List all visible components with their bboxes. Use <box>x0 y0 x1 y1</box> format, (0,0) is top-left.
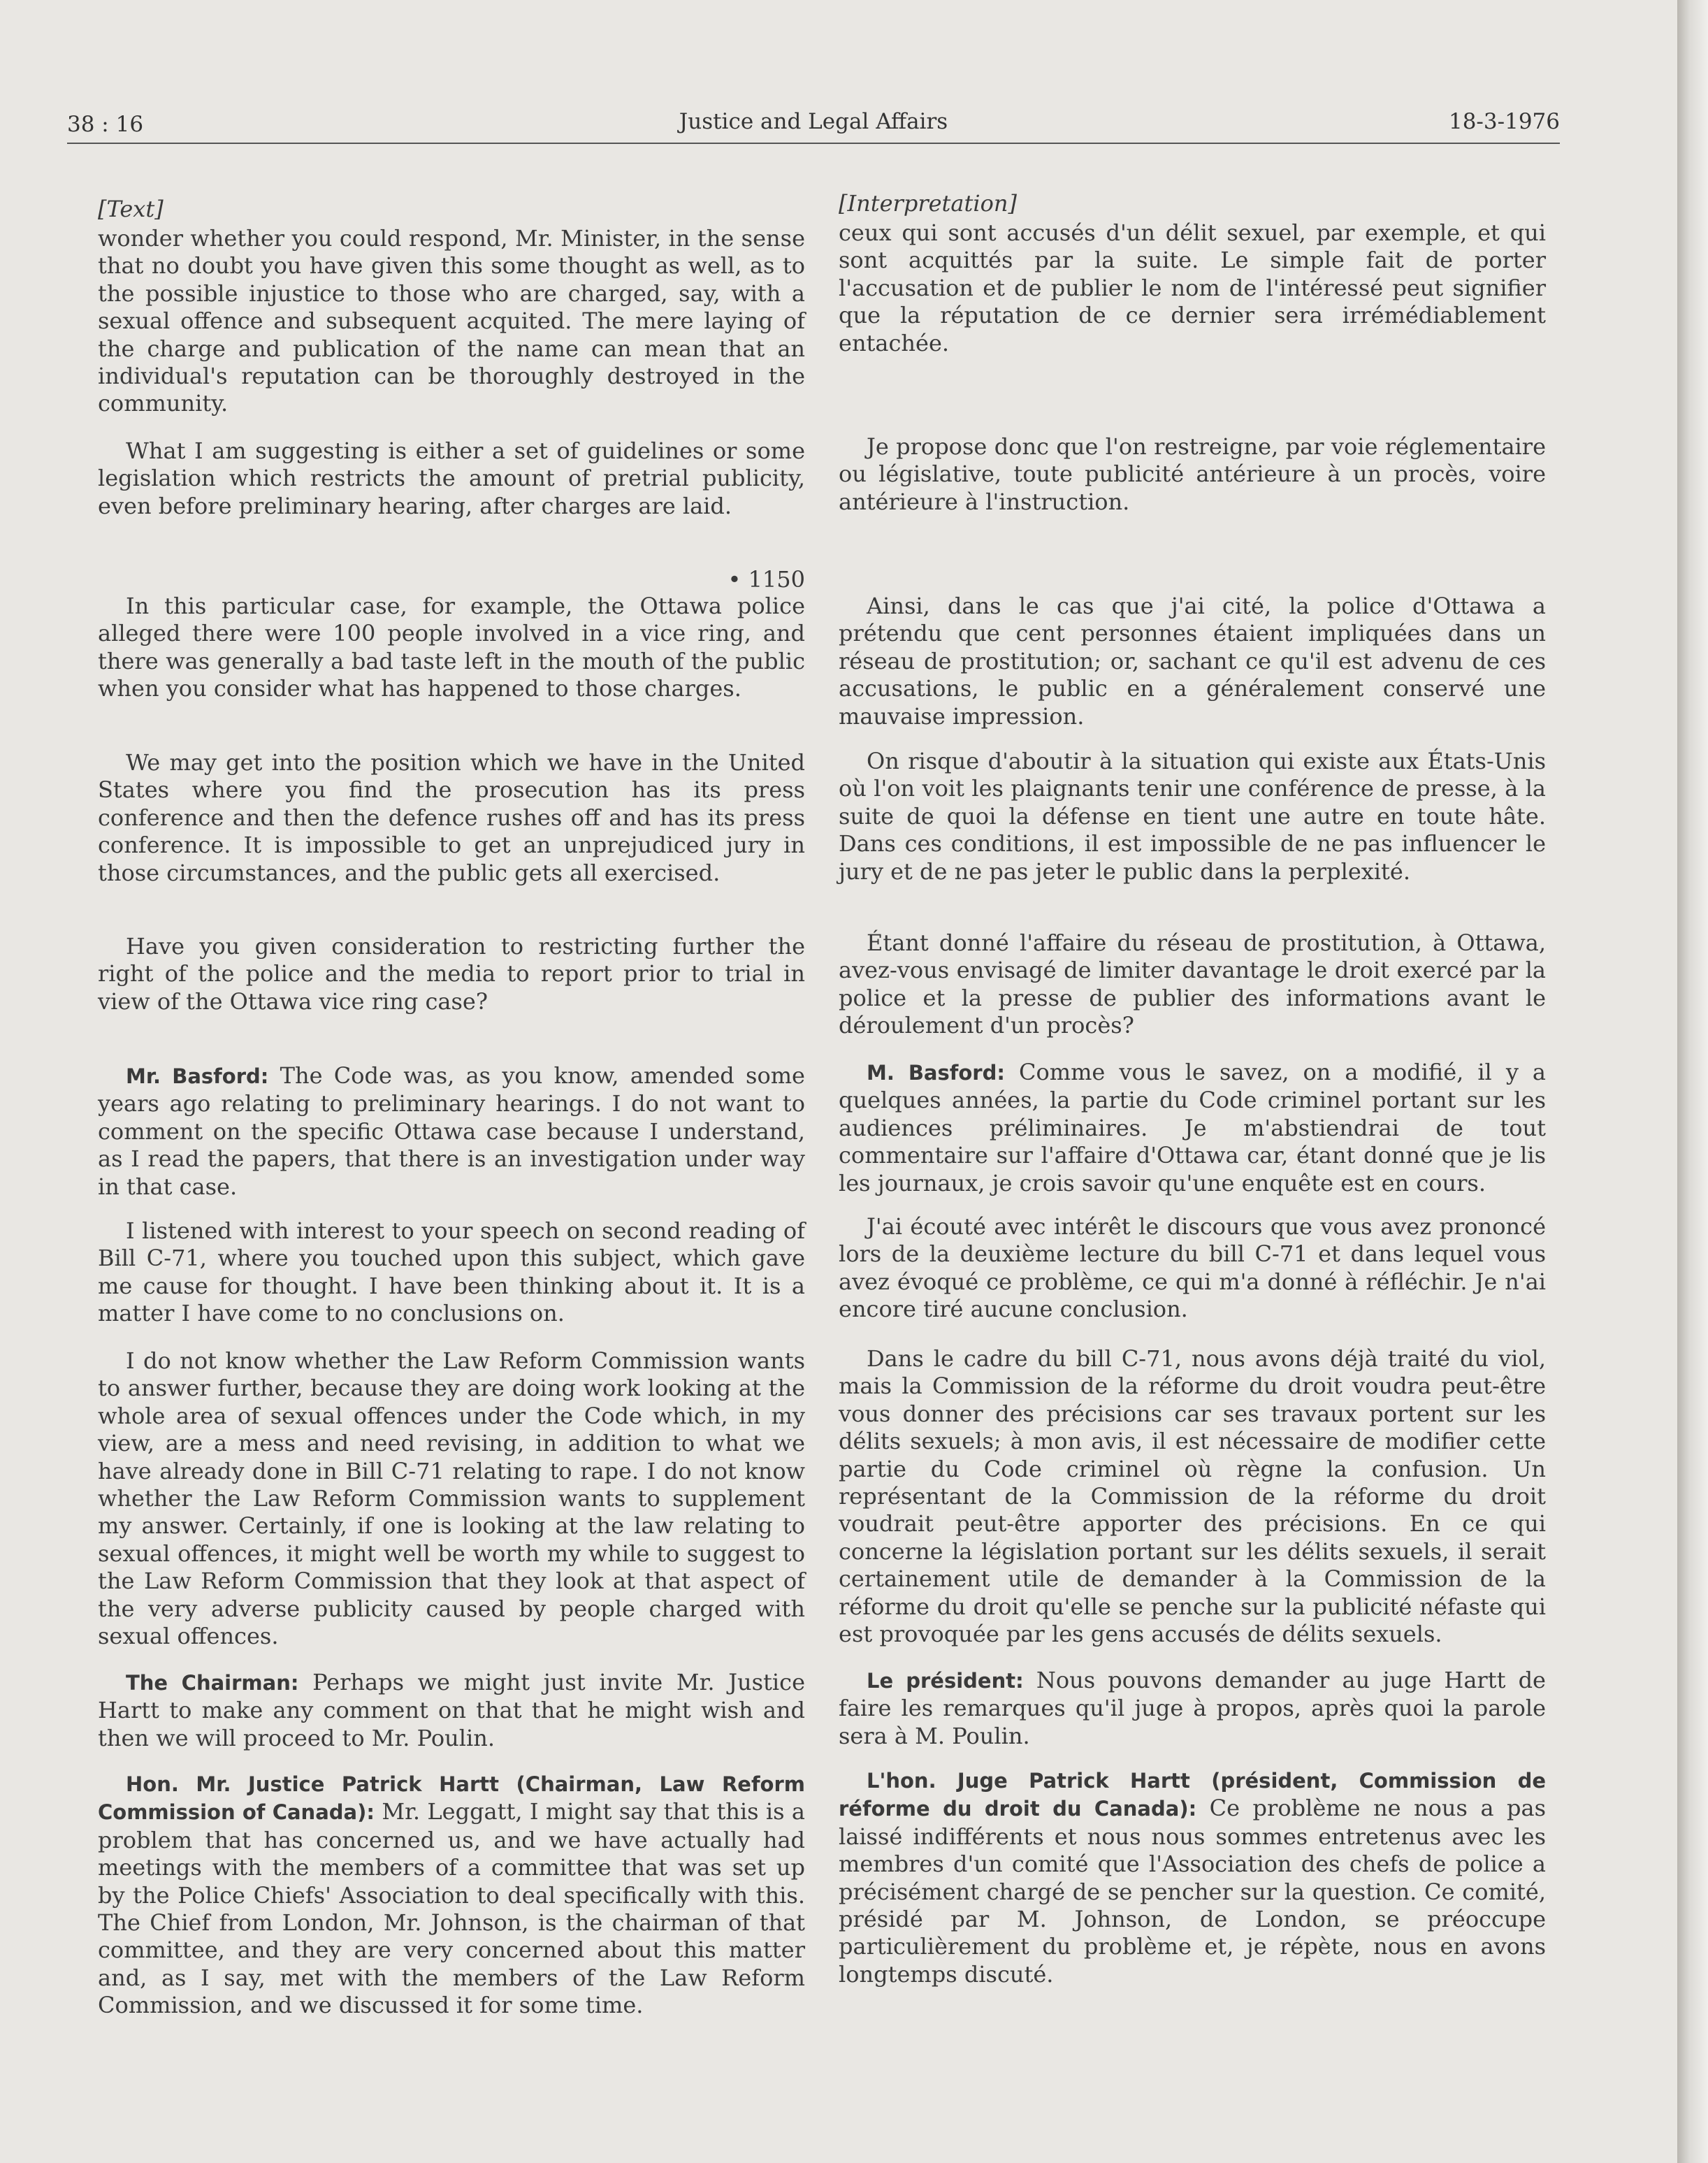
french-paragraph-5: Étant donné l'affaire du réseau de prostitution, à Ottawa, avez-vous envisagé de limiter davantage le droit exercé par la police et la presse de publier des informations avant le déroulement d'un procès? <box>839 929 1546 1039</box>
french-section-9 <box>839 1667 1546 1750</box>
english-paragraph-5: Have you given consideration to restricting further the right of the police and the media to report prior to trial in view of the Ottawa vice ring case? <box>98 933 805 1015</box>
english-section-6 <box>98 1062 805 1201</box>
speech-text: Comme vous le savez, on a modifié, il y a quelques années, la partie du Code criminel portant sur les audiences préliminaires. Je m'abstiendrai de tout commentaire sur l'affaire d'Ottawa car, étant donné que je lis les journaux, je crois savoir qu'une enquête est en cours. <box>839 1059 1546 1196</box>
french-section-4 <box>839 748 1546 885</box>
french-paragraph-7: J'ai écouté avec intérêt le discours que vous avez prononcé lors de la deuxième lecture du bill C-71 et dans lequel vous avez évoqué ce problème, ce qui m'a donné à réfléchir. Je n'ai encore tiré aucune conclusion. <box>839 1213 1546 1323</box>
english-paragraph-2: What I am suggesting is either a set of guidelines or some legislation which restricts the amount of pretrial publicity, even before preliminary hearing, after charges are laid. <box>98 437 805 519</box>
english-paragraph-3: In this particular case, for example, the Ottawa police alleged there were 100 people involved in a vice ring, and there was generally a bad taste left in the mouth of the public when you consider what has happened to those charges. <box>98 593 805 702</box>
french-section-3 <box>839 593 1546 730</box>
speaker-name: L'hon. Juge Patrick Hartt (président, Commission de réforme du droit du Canada): <box>839 1769 1546 1821</box>
english-section-8 <box>98 1347 805 1650</box>
french-paragraph-9 <box>839 1667 1546 1750</box>
french-paragraph-2: Je propose donc que l'on restreigne, par voie réglementaire ou législative, toute publicité antérieure à un procès, voire antérieure à l'instruction. <box>839 433 1546 515</box>
speech-text: Mr. Leggatt, I might say that this is a problem that has concerned us, and we have actually had meetings with the members of a committee that was set up by the Police Chiefs' Association to deal specifically with this. The Chief from London, Mr. Johnson, is the chairman of that committee, and they are very concerned about this matter and, as I say, met with the members of the Law Reform Commission, and we discussed it for some time. <box>98 1798 806 2019</box>
page-number: 38 : 16 <box>67 112 144 137</box>
french-paragraph-6 <box>839 1059 1546 1197</box>
french-section-1 <box>839 190 1546 357</box>
english-paragraph-9 <box>98 1669 805 1752</box>
speaker-name: Hon. Mr. Justice Patrick Hartt (Chairman, Law Reform Commission of Canada): <box>98 1772 805 1825</box>
english-section-2 <box>98 437 805 520</box>
time-marker: • 1150 <box>728 566 805 593</box>
french-paragraph-10 <box>839 1767 1546 1988</box>
french-section-6 <box>839 1059 1546 1197</box>
english-section-10 <box>98 1770 805 2020</box>
english-section-1 <box>98 196 805 418</box>
french-paragraph-3: Ainsi, dans le cas que j'ai cité, la police d'Ottawa a prétendu que cent personnes étaient impliquées dans un réseau de prostitution; or, sachant ce qu'il est advenu de ces accusations, le public en a généralement conservé une mauvaise impression. <box>839 593 1546 730</box>
speaker-name: The Chairman: <box>126 1671 299 1695</box>
french-section-2 <box>839 433 1546 516</box>
english-section-3 <box>98 566 805 703</box>
english-section-5 <box>98 933 805 1015</box>
french-section-10 <box>839 1767 1546 1988</box>
header-date: 18-3-1976 <box>1448 109 1560 134</box>
english-paragraph-6 <box>98 1062 805 1201</box>
french-section-8 <box>839 1345 1546 1648</box>
speech-text: Ce problème ne nous a pas laissé indifférents et nous nous sommes entretenus avec les membres d'un comité que l'Association des chefs de police a précisément chargé de se pencher sur la question. Ce comité, présidé par M. Johnson, de London, se préoccupe particulièrement du problème et, je répète, nous en avons longtemps discuté. <box>839 1795 1546 1988</box>
english-paragraph-4: We may get into the position which we have in the United States where you find the prosecution has its press conference and then the defence rushes off and has its press conference. It is impossible to get an unprejudiced jury in those circumstances, and the public gets all exercised. <box>98 749 805 886</box>
speaker-name: Le président: <box>867 1669 1024 1693</box>
running-title: Justice and Legal Affairs <box>679 109 948 134</box>
french-paragraph-1: ceux qui sont accusés d'un délit sexuel, par exemple, et qui sont acquittés par la suite. Le simple fait de porter l'accusation et de publier le nom de l'intéressé peut signifier que la réputation de ce dernier sera irrémédiablement entachée. <box>839 219 1546 356</box>
english-paragraph-8: I do not know whether the Law Reform Commission wants to answer further, because they are doing work looking at the whole area of sexual offences under the Code which, in my view, are a mess and need revising, in addition to what we have already done in Bill C-71 relating to rape. I do not know whether the Law Reform Commission wants to supplement my answer. Certainly, if one is looking at the law relating to sexual offences, it might well be worth my while to suggest to the Law Reform Commission that they look at that aspect of the very adverse publicity caused by people charged with sexual offences. <box>98 1347 805 1650</box>
book-spine-shadow <box>1677 0 1708 2163</box>
english-section-4 <box>98 749 805 887</box>
english-paragraph-7: I listened with interest to your speech on second reading of Bill C-71, where you touched upon this subject, which gave me cause for thought. I have been thinking about it. It is a matter I have come to no conclusions on. <box>98 1217 805 1327</box>
speech-text: Nous pouvons demander au juge Hartt de faire les remarques qu'il juge à propos, après quoi la parole sera à M. Poulin. <box>839 1667 1546 1749</box>
french-label: [Interpretation] <box>839 190 1017 217</box>
speaker-name: M. Basford: <box>867 1061 1005 1085</box>
header-rule <box>67 143 1560 144</box>
page-header <box>67 106 1560 140</box>
speaker-name: Mr. Basford: <box>126 1064 269 1088</box>
english-section-7 <box>98 1217 805 1328</box>
french-paragraph-8: Dans le cadre du bill C-71, nous avons déjà traité du viol, mais la Commission de la réforme du droit voudra peut-être vous donner des précisions car ses travaux portent sur les délits sexuels; à mon avis, il est nécessaire de modifier cette partie du Code criminel où règne la confusion. Un représentant de la Commission de la réforme du droit voudrait peut-être apporter des précisions. En ce qui concerne la législation portant sur les délits sexuels, il serait certainement utile de demander à la Commission de la réforme du droit qu'elle se penche sur la publicité néfaste qui est provoquée par les gens accusés de délits sexuels. <box>839 1345 1546 1648</box>
english-paragraph-1: wonder whether you could respond, Mr. Minister, in the sense that no doubt you have given this some thought as well, as to the possible injustice to those who are charged, say, with a sexual offence and subsequent acquited. The mere laying of the charge and publication of the name can mean that an individual's reputation can be thoroughly destroyed in the community. <box>98 225 805 417</box>
english-label: [Text] <box>98 196 164 222</box>
french-section-7 <box>839 1213 1546 1324</box>
french-paragraph-4: On risque d'aboutir à la situation qui existe aux États-Unis où l'on voit les plaignants tenir une conférence de presse, à la suite de quoi la défense en tient une autre en toute hâte. Dans ces conditions, il est impossible de ne pas influencer le jury et de ne pas jeter le public dans la perplexité. <box>839 748 1546 885</box>
speech-text: Perhaps we might just invite Mr. Justice Hartt to make any comment on that that he might wish and then we will proceed to Mr. Poulin. <box>98 1669 805 1751</box>
french-section-5 <box>839 929 1546 1040</box>
english-paragraph-10 <box>98 1770 805 2020</box>
english-section-9 <box>98 1669 805 1752</box>
speech-text: The Code was, as you know, amended some years ago relating to preliminary hearings. I do not want to comment on the specific Ottawa case because I understand, as I read the papers, that there is an investigation under way in that case. <box>98 1062 805 1200</box>
